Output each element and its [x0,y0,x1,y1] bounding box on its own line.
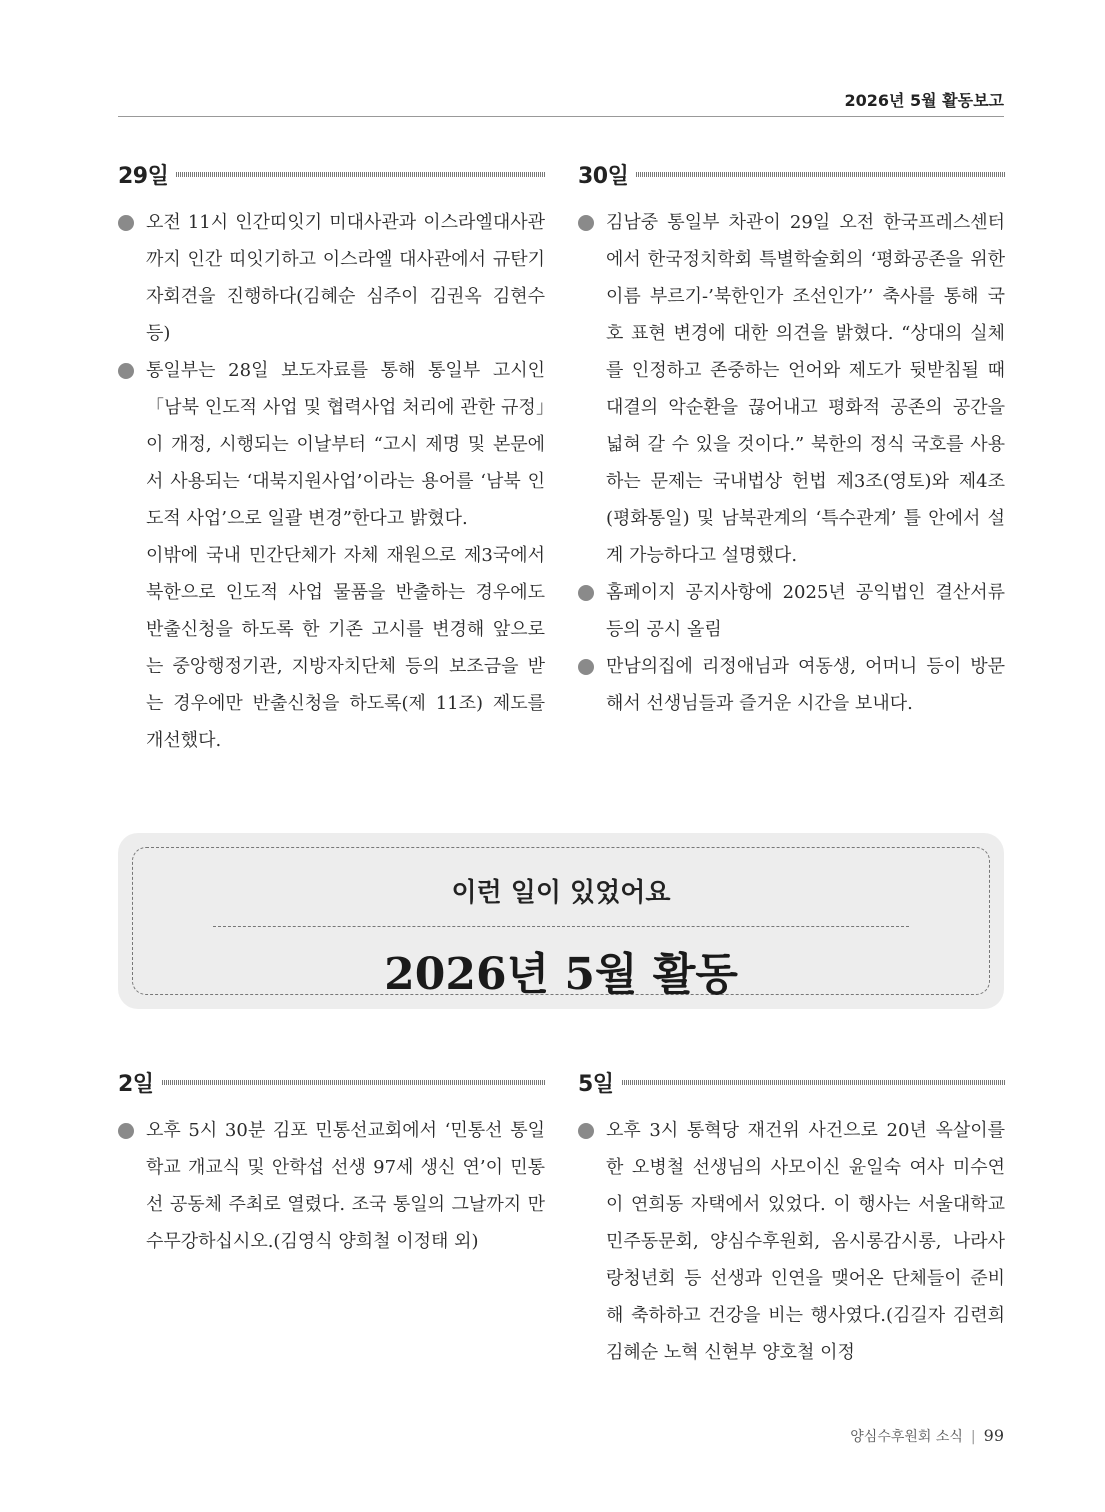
day-heading [118,158,545,190]
day-label: 2일 [118,1071,154,1097]
entry-text: 오후 3시 통혁당 재건위 사건으로 20년 옥살이를 한 오병철 선생님의 사모이신 윤일숙 여사 미수연이 연희동 자택에서 있었다. 이 행사는 서울대학교 민주동문회, 양심수후원회, 옴시롱감시롱, 나라사랑청년회 등 선생과 인연을 맺어온 단체들이 준비해 축하하고 건강을 비는 행사였다.(김길자 김련희 김혜순 노혁 신현부 양호철 이정 [606,1120,1005,1363]
day-section-29 [118,158,545,759]
publication-name: 양심수후원회 소식 [850,1429,963,1445]
day-label: 5일 [578,1071,614,1097]
page-footer [850,1426,1004,1446]
day-label: 29일 [118,163,169,189]
entry-text: 김남중 통일부 차관이 29일 오전 한국프레스센터에서 한국정치학회 특별학술회의 ‘평화공존을 위한 이름 부르기-’북한인가 조선인가’’ 축사를 통해 국호 표현 변경에 대한 의견을 밝혔다. “상대의 실체를 인정하고 존중하는 언어와 제도가 뒷받침될 때 대결의 악순환을 끊어내고 평화적 공존의 공간을 넓혀 갈 수 있을 것이다.” 북한의 정식 국호를 사용하는 문제는 국내법상 헌법 제3조(영토)와 제4조(평화통일) 및 남북관계의 ‘특수관계’ 틀 안에서 설계 가능하다고 설명했다. [606,212,1005,566]
list-item [578,574,1005,648]
footer-separator: | [970,1429,976,1445]
section-banner [118,833,1004,1009]
entry-list [578,204,1005,722]
dotted-rule [176,172,545,177]
banner-dashed-frame [132,847,990,1000]
banner-divider [213,926,909,927]
entry-text: 오후 5시 30분 김포 민통선교회에서 ‘민통선 통일학교 개교식 및 안학섭 선생 97세 생신 연’이 민통선 공동체 주최로 열렸다. 조국 통일의 그날까지 만수무강하십시오.(김영식 양희철 이정태 외) [146,1120,545,1252]
day-section-30 [578,158,1005,722]
list-item [118,1112,545,1260]
list-item [578,1112,1005,1371]
list-item [118,352,545,537]
day-heading [578,1066,1005,1098]
entry-list [118,204,545,537]
entry-text: 홈페이지 공지사항에 2025년 공익법인 결산서류 등의 공시 올림 [606,582,1005,640]
entry-text: 만남의집에 리정애님과 여동생, 어머니 등이 방문해서 선생님들과 즐거운 시간을 보내다. [606,656,1005,714]
list-item [578,648,1005,722]
entry-list [118,1112,545,1260]
bullet-icon [118,215,134,231]
day-heading [578,158,1005,190]
banner-title: 2026년 5월 활동 [384,949,738,1000]
entry-text: 통일부는 28일 보도자료를 통해 통일부 고시인「남북 인도적 사업 및 협력사업 처리에 관한 규정」이 개정, 시행되는 이날부터 “고시 제명 및 본문에서 사용되는 ‘대북지원사업’이라는 용어를 ‘남북 인도적 사업’으로 일괄 변경”한다고 밝혔다. [146,360,545,529]
list-item [578,204,1005,574]
day-label: 30일 [578,163,629,189]
entry-continuation: 이밖에 국내 민간단체가 자체 재원으로 제3국에서 북한으로 인도적 사업 물품을 반출하는 경우에도 반출신청을 하도록 한 기존 고시를 변경해 앞으로는 중앙행정기관, 지방자치단체 등의 보조금을 받는 경우에만 반출신청을 하도록(제 11조) 제도를 개선했다. [146,545,545,751]
list-item [118,204,545,352]
bullet-icon [578,659,594,675]
day-section-5 [578,1066,1005,1371]
header-divider [118,116,1004,117]
entry-list [578,1112,1005,1371]
bullet-icon [578,215,594,231]
page-number: 99 [983,1426,1004,1445]
banner-subtitle: 이런 일이 있었어요 [451,878,671,908]
day-section-2 [118,1066,545,1260]
dotted-rule [636,172,1005,177]
bullet-icon [118,1123,134,1139]
dotted-rule [162,1080,545,1085]
bullet-icon [578,1123,594,1139]
bullet-icon [118,363,134,379]
running-header-title: 2026년 5월 활동보고 [844,91,1004,110]
dotted-rule [622,1080,1005,1085]
bullet-icon [578,585,594,601]
day-heading [118,1066,545,1098]
entry-text: 오전 11시 인간띠잇기 미대사관과 이스라엘대사관까지 인간 띠잇기하고 이스라엘 대사관에서 규탄기자회견을 진행하다(김혜순 심주이 김권옥 김현수 등) [146,212,545,344]
